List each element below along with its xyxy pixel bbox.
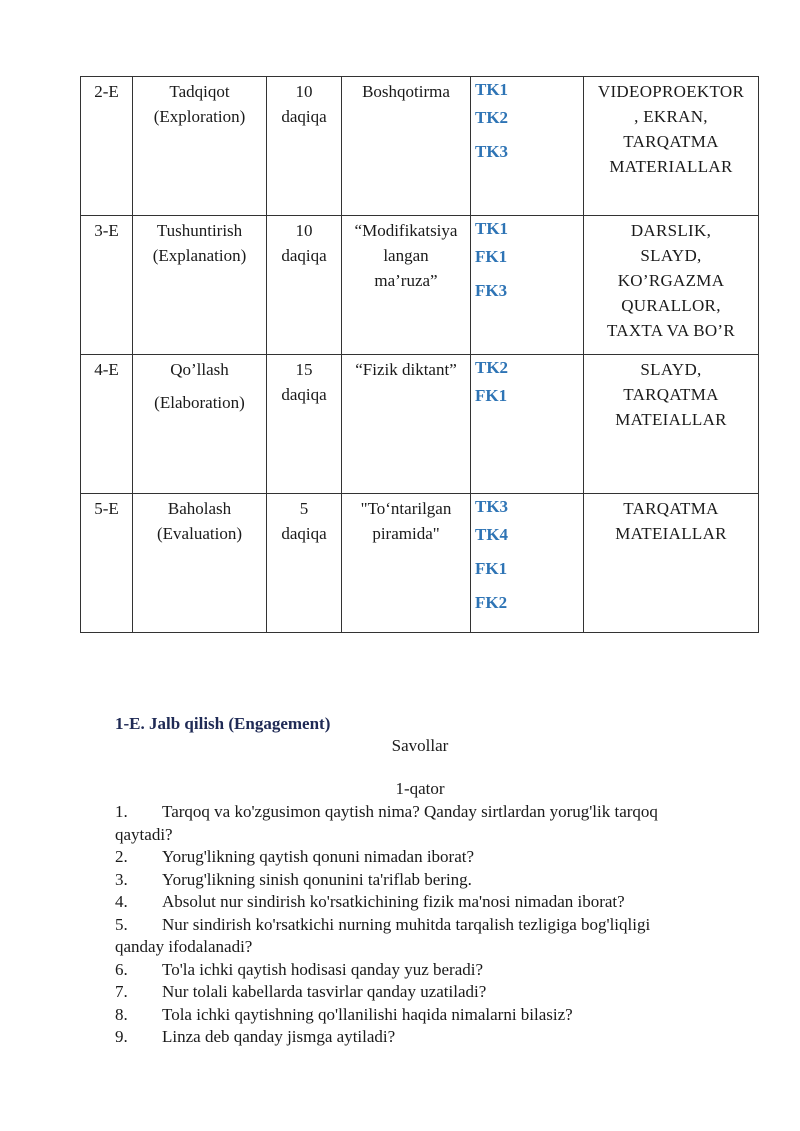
resources-cell bbox=[584, 216, 759, 355]
stage-name-line: (Exploration) bbox=[153, 107, 246, 126]
question-text: Yorug'likning sinish qonunini ta'riflab bering. bbox=[162, 869, 472, 889]
stage-name-line: (Evaluation) bbox=[157, 524, 242, 543]
competency-code: TK1 bbox=[475, 219, 509, 238]
question-number: 9. bbox=[115, 1027, 128, 1046]
question-text: To'la ichki qaytish hodisasi qanday yuz beradi? bbox=[162, 959, 484, 979]
resource-line: TARQATMA bbox=[623, 499, 719, 518]
question-text: Nur sindirish ko'rsatkichi nurning muhitda tarqalish tezligiga bog'liqligi bbox=[162, 914, 651, 934]
competency-code: TK4 bbox=[475, 525, 509, 544]
competency-code: FK1 bbox=[475, 247, 508, 266]
stage-name-cell bbox=[133, 494, 267, 633]
resource-line: QURALLOR, bbox=[621, 296, 721, 315]
stage-name-cell bbox=[133, 77, 267, 216]
question-item bbox=[115, 869, 725, 892]
stage-cell bbox=[81, 494, 133, 633]
question-item bbox=[115, 959, 725, 982]
question-text: Linza deb qanday jismga aytiladi? bbox=[162, 1027, 396, 1046]
question-number: 6. bbox=[115, 959, 128, 979]
method-cell bbox=[342, 216, 471, 355]
method-line: langan bbox=[383, 246, 429, 265]
stage-name-line: (Elaboration) bbox=[154, 393, 245, 412]
question-number: 7. bbox=[115, 982, 128, 1001]
question-item bbox=[115, 891, 725, 914]
duration-line: daqiqa bbox=[281, 246, 327, 265]
question-list bbox=[115, 801, 725, 1049]
duration-cell bbox=[267, 77, 342, 216]
competency-code: TK1 bbox=[475, 80, 509, 99]
method-line: “Fizik diktant” bbox=[355, 360, 457, 379]
resource-line: SLAYD, bbox=[640, 360, 702, 379]
resource-line: TARQATMA bbox=[623, 385, 719, 404]
table-row bbox=[81, 494, 759, 633]
question-text: Absolut nur sindirish ko'rsatkichining fizik ma'nosi nimadan iborat? bbox=[162, 892, 625, 911]
method-line: Boshqotirma bbox=[362, 82, 450, 101]
question-number: 8. bbox=[115, 1004, 128, 1024]
duration-cell bbox=[267, 355, 342, 494]
stage-cell bbox=[81, 216, 133, 355]
stage-name-line: (Explanation) bbox=[152, 246, 247, 265]
competency-code: TK2 bbox=[475, 108, 509, 127]
question-item bbox=[115, 801, 725, 846]
question-text: Tola ichki qaytishning qo'llanilishi haqida nimalarni bilasiz? bbox=[162, 1004, 573, 1024]
competency-cell bbox=[471, 494, 584, 633]
method-cell bbox=[342, 494, 471, 633]
stage-name-cell bbox=[133, 355, 267, 494]
resource-line: DARSLIK, bbox=[630, 221, 712, 240]
stage-name-line: Baholash bbox=[167, 499, 232, 518]
method-line: ma’ruza” bbox=[374, 271, 438, 290]
duration-line: 10 bbox=[295, 82, 313, 101]
table-row bbox=[81, 216, 759, 355]
duration-line: daqiqa bbox=[281, 107, 327, 126]
method-line: "To‘ntarilgan bbox=[360, 499, 452, 518]
resource-line: MATERIALLAR bbox=[609, 157, 733, 176]
question-text: Nur tolali kabellarda tasvirlar qanday uzatiladi? bbox=[162, 982, 487, 1001]
resources-cell bbox=[584, 355, 759, 494]
stage-name-line: Qo’llash bbox=[170, 360, 229, 379]
competency-code: FK1 bbox=[475, 559, 508, 578]
stage-cell bbox=[81, 355, 133, 494]
table-body bbox=[81, 77, 759, 633]
method-cell bbox=[342, 355, 471, 494]
section-title: 1-E. Jalb qilish (Engagement) bbox=[115, 714, 331, 733]
duration-cell bbox=[267, 494, 342, 633]
competency-code: TK3 bbox=[475, 142, 509, 161]
competency-code: TK3 bbox=[475, 497, 509, 516]
duration-line: daqiqa bbox=[281, 524, 327, 543]
resource-line: KO’RGAZMA bbox=[617, 271, 725, 290]
question-item bbox=[115, 1004, 725, 1027]
question-item bbox=[115, 914, 725, 959]
competency-cell bbox=[471, 77, 584, 216]
stage-name-line: Tadqiqot bbox=[169, 82, 230, 101]
question-number: 1. bbox=[115, 802, 128, 821]
resources-cell bbox=[584, 494, 759, 633]
duration-line: daqiqa bbox=[281, 385, 327, 404]
competency-code: TK2 bbox=[475, 358, 509, 377]
competency-cell bbox=[471, 216, 584, 355]
question-text-continued: qanday ifodalanadi? bbox=[115, 937, 253, 956]
resource-line: VIDEOPROEKTOR bbox=[597, 82, 745, 101]
method-line: piramida" bbox=[372, 524, 440, 543]
resource-line: , EKRAN, bbox=[634, 107, 708, 126]
duration-cell bbox=[267, 216, 342, 355]
method-line: “Modifikatsiya bbox=[354, 221, 458, 240]
question-number: 3. bbox=[115, 869, 128, 889]
stage-label: 2-E bbox=[94, 82, 119, 101]
resource-line: TAXTA VA BO’R bbox=[606, 321, 736, 340]
competency-code: FK1 bbox=[475, 386, 508, 405]
resource-line: SLAYD, bbox=[640, 246, 702, 265]
resource-line: TARQATMA bbox=[623, 132, 719, 151]
method-cell bbox=[342, 77, 471, 216]
resource-line: MATEIALLAR bbox=[615, 524, 727, 543]
question-number: 2. bbox=[115, 847, 128, 866]
competency-cell bbox=[471, 355, 584, 494]
duration-line: 15 bbox=[295, 360, 313, 379]
table-row bbox=[81, 355, 759, 494]
question-number: 5. bbox=[115, 914, 128, 934]
stage-cell bbox=[81, 77, 133, 216]
stage-label: 3-E bbox=[94, 221, 119, 240]
duration-line: 10 bbox=[295, 221, 313, 240]
question-text-continued: qaytadi? bbox=[115, 824, 173, 844]
section-subtitle: Savollar bbox=[391, 736, 449, 755]
competency-code: FK2 bbox=[475, 593, 508, 612]
question-text: Yorug'likning qaytish qonuni nimadan iborat? bbox=[162, 847, 475, 866]
question-text: Tarqoq va ko'zgusimon qaytish nima? Qanday sirtlardan yorug'lik tarqoq bbox=[162, 802, 658, 821]
stage-name-cell bbox=[133, 216, 267, 355]
row-label: 1-qator bbox=[395, 779, 445, 798]
competency-code: FK3 bbox=[475, 281, 508, 300]
question-item bbox=[115, 1026, 725, 1049]
stage-name-line: Tushuntirish bbox=[156, 221, 243, 240]
resource-line: MATEIALLAR bbox=[615, 410, 727, 429]
resources-cell bbox=[584, 77, 759, 216]
lesson-plan-table bbox=[80, 76, 759, 633]
duration-line: 5 bbox=[299, 499, 309, 518]
stage-label: 4-E bbox=[94, 360, 119, 379]
question-item bbox=[115, 846, 725, 869]
question-item bbox=[115, 981, 725, 1004]
question-number: 4. bbox=[115, 892, 128, 911]
stage-label: 5-E bbox=[94, 499, 119, 518]
table-row bbox=[81, 77, 759, 216]
